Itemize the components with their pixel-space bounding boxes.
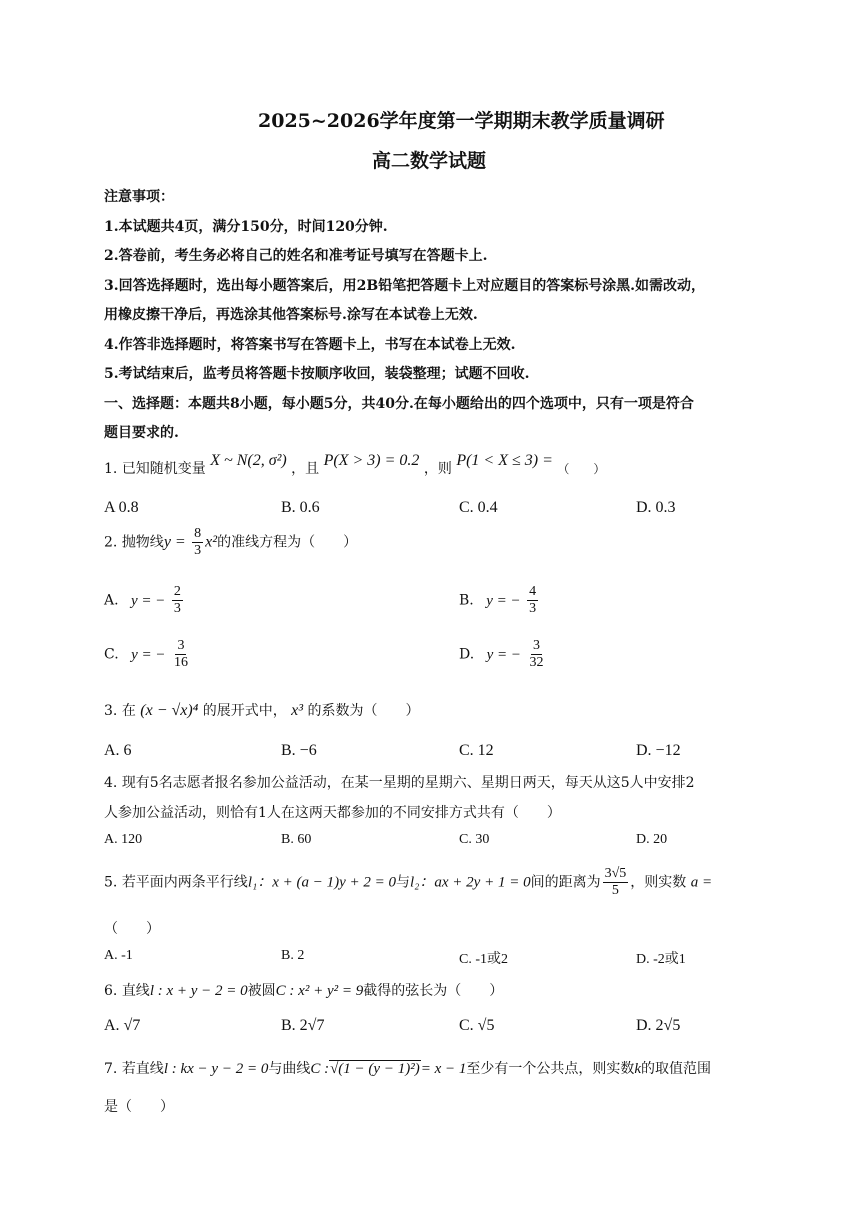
math-expression: √(1 − (y − 1)²) bbox=[330, 1061, 420, 1077]
question-number: 3. bbox=[104, 703, 118, 719]
option-b[interactable]: B. −6 bbox=[281, 742, 317, 759]
math-expression: l₂：ax + 2y + 1 = 0 bbox=[410, 874, 531, 891]
stem-text: 抛物线 bbox=[121, 534, 164, 551]
question-number: 6. bbox=[104, 983, 118, 999]
stem-text: 的准线方程为（ ） bbox=[217, 534, 358, 551]
fraction bbox=[527, 584, 538, 617]
stem-text: （ ） bbox=[557, 462, 606, 476]
fraction-denominator: 5 bbox=[611, 883, 619, 899]
option-label: B. bbox=[459, 592, 474, 609]
option-a[interactable]: A. 6 bbox=[104, 742, 132, 759]
fraction-numerator: 3 bbox=[175, 638, 186, 655]
math-expression: y = − bbox=[486, 646, 522, 663]
note-item: 1.本试题共4页，满分150分，时间120分钟. bbox=[104, 219, 388, 235]
stem-text: 的展开式中， bbox=[202, 703, 287, 719]
question-number: 4. bbox=[104, 775, 118, 791]
fraction-numerator: 4 bbox=[527, 584, 538, 601]
option-label: A. bbox=[104, 592, 119, 609]
option-d[interactable]: D. 20 bbox=[636, 832, 668, 847]
question-3-stem bbox=[104, 700, 420, 720]
option-c[interactable]: C. -1或2 bbox=[459, 952, 508, 967]
option-b[interactable]: B. 2√7 bbox=[281, 1017, 325, 1034]
option-b[interactable]: B. 60 bbox=[281, 832, 312, 847]
math-expression: y = − bbox=[486, 592, 521, 609]
stem-text: 已知随机变量 bbox=[121, 461, 206, 477]
stem-text: 在 bbox=[121, 703, 136, 719]
fraction-numerator: 8 bbox=[192, 526, 203, 543]
question-1-stem bbox=[104, 452, 606, 478]
math-expression: P(X > 3) = 0.2 bbox=[323, 452, 420, 469]
fraction-denominator: 16 bbox=[173, 655, 188, 671]
math-expression: y = − bbox=[131, 592, 166, 609]
option-c[interactable]: C. 12 bbox=[459, 742, 494, 759]
option-b[interactable] bbox=[459, 584, 540, 617]
option-d[interactable]: D. 0.3 bbox=[636, 499, 676, 516]
option-d[interactable]: D. -2或1 bbox=[636, 952, 686, 967]
option-d[interactable] bbox=[459, 638, 548, 671]
question-6-stem bbox=[104, 980, 503, 1000]
question-7-stem bbox=[104, 1058, 711, 1078]
stem-text: 直线 bbox=[121, 983, 150, 999]
note-item: 5.考试结束后，监考员将答题卡按顺序收回，装袋整理；试题不回收. bbox=[104, 366, 530, 382]
math-expression: l : kx − y − 2 = 0 bbox=[163, 1061, 269, 1077]
note-item: 用橡皮擦干净后，再选涂其他答案标号.涂写在本试卷上无效. bbox=[104, 307, 478, 323]
question-4-stem bbox=[104, 772, 695, 792]
stem-text: ，则实数 bbox=[630, 874, 687, 891]
stem-text: ，且 bbox=[291, 461, 320, 477]
question-2-stem bbox=[104, 526, 357, 559]
fraction-denominator: 3 bbox=[173, 601, 181, 617]
fraction bbox=[172, 584, 183, 617]
option-c[interactable]: C. 0.4 bbox=[459, 499, 498, 516]
math-expression: X ~ N(2, σ²) bbox=[210, 452, 287, 469]
option-d[interactable]: D. 2√5 bbox=[636, 1017, 681, 1034]
fraction-numerator: 2 bbox=[172, 584, 183, 601]
note-item: 2.答卷前，考生务必将自己的姓名和准考证号填写在答题卡上. bbox=[104, 248, 488, 264]
fraction-denominator: 3 bbox=[194, 543, 202, 559]
question-5-stem bbox=[104, 866, 712, 899]
math-expression: x² bbox=[205, 533, 218, 551]
math-expression: l : x + y − 2 = 0 bbox=[149, 983, 248, 999]
exam-subtitle: 高二数学试题 bbox=[372, 150, 487, 172]
math-expression: y = bbox=[163, 533, 186, 551]
question-number: 7. bbox=[104, 1061, 118, 1077]
stem-text: 若平面内两条平行线 bbox=[121, 874, 248, 891]
option-a[interactable]: A. 120 bbox=[104, 832, 143, 847]
answer-blank: （ ） bbox=[104, 921, 160, 937]
section-heading-cont: 题目要求的. bbox=[104, 425, 179, 441]
math-expression: P(1 < X ≤ 3) = bbox=[456, 452, 553, 469]
option-c[interactable]: C. 30 bbox=[459, 832, 490, 847]
stem-text: 至少有一个公共点，则实数 bbox=[466, 1061, 635, 1077]
question-number: 5. bbox=[104, 874, 118, 891]
math-expression: (x − √x)⁴ bbox=[140, 702, 199, 719]
fraction bbox=[172, 638, 190, 671]
math-expression: C : bbox=[310, 1061, 330, 1077]
notes-heading: 注意事项： bbox=[104, 189, 174, 205]
math-expression: y = − bbox=[131, 646, 166, 663]
fraction bbox=[528, 638, 546, 671]
option-c[interactable]: C. √5 bbox=[459, 1017, 495, 1034]
stem-text: 若直线 bbox=[121, 1061, 164, 1077]
fraction bbox=[603, 866, 629, 899]
section-heading: 一、选择题：本题共8小题，每小题5分，共40分.在每小题给出的四个选项中，只有一项是符合 bbox=[104, 396, 694, 412]
option-a[interactable]: A. √7 bbox=[104, 1017, 141, 1034]
fraction-numerator: 3 bbox=[531, 638, 542, 655]
math-expression: x³ bbox=[291, 702, 304, 719]
stem-text: 截得的弦长为（ ） bbox=[363, 983, 504, 999]
question-number: 2. bbox=[104, 534, 118, 551]
math-expression: l₁：x + (a − 1)y + 2 = 0 bbox=[247, 874, 396, 891]
option-b[interactable]: B. 2 bbox=[281, 948, 305, 963]
question-7-stem-cont: 是（ ） bbox=[104, 1099, 174, 1115]
fraction-numerator: 3√5 bbox=[603, 866, 629, 883]
option-d[interactable]: D. −12 bbox=[636, 742, 681, 759]
fraction-denominator: 32 bbox=[529, 655, 544, 671]
math-expression: k bbox=[634, 1061, 642, 1077]
option-a[interactable]: A. -1 bbox=[104, 948, 133, 963]
option-a[interactable]: A 0.8 bbox=[104, 499, 139, 516]
stem-text: 与 bbox=[396, 874, 410, 891]
stem-text: 间的距离为 bbox=[530, 874, 601, 891]
stem-text: 的系数为（ ） bbox=[307, 703, 420, 719]
fraction-denominator: 3 bbox=[529, 601, 537, 617]
math-expression: = x − 1 bbox=[420, 1061, 467, 1077]
stem-text: ，则 bbox=[423, 461, 452, 477]
stem-text: 被圆 bbox=[247, 983, 276, 999]
option-label: D. bbox=[459, 646, 475, 663]
stem-text: 与曲线 bbox=[268, 1061, 311, 1077]
question-number: 1. bbox=[104, 461, 118, 477]
fraction bbox=[192, 526, 203, 559]
option-label: C. bbox=[104, 646, 119, 663]
stem-text: 的取值范围 bbox=[641, 1061, 712, 1077]
option-a[interactable] bbox=[104, 584, 185, 617]
question-4-stem-cont: 人参加公益活动，则恰有1人在这两天都参加的不同安排方式共有（ ） bbox=[104, 805, 561, 821]
math-expression: C : x² + y² = 9 bbox=[275, 983, 364, 999]
math-expression: a = bbox=[690, 874, 713, 891]
option-c[interactable] bbox=[104, 638, 192, 671]
note-item: 3.回答选择题时，选出每小题答案后，用2B铅笔把答题卡上对应题目的答案标号涂黑.如需改动， bbox=[104, 278, 706, 294]
option-b[interactable]: B. 0.6 bbox=[281, 499, 320, 516]
stem-text: 现有5名志愿者报名参加公益活动，在某一星期的星期六、星期日两天，每天从这5人中安排2 bbox=[121, 775, 695, 791]
exam-title: 2025~2026学年度第一学期期末教学质量调研 bbox=[258, 110, 665, 132]
note-item: 4.作答非选择题时，将答案书写在答题卡上，书写在本试卷上无效. bbox=[104, 337, 516, 353]
